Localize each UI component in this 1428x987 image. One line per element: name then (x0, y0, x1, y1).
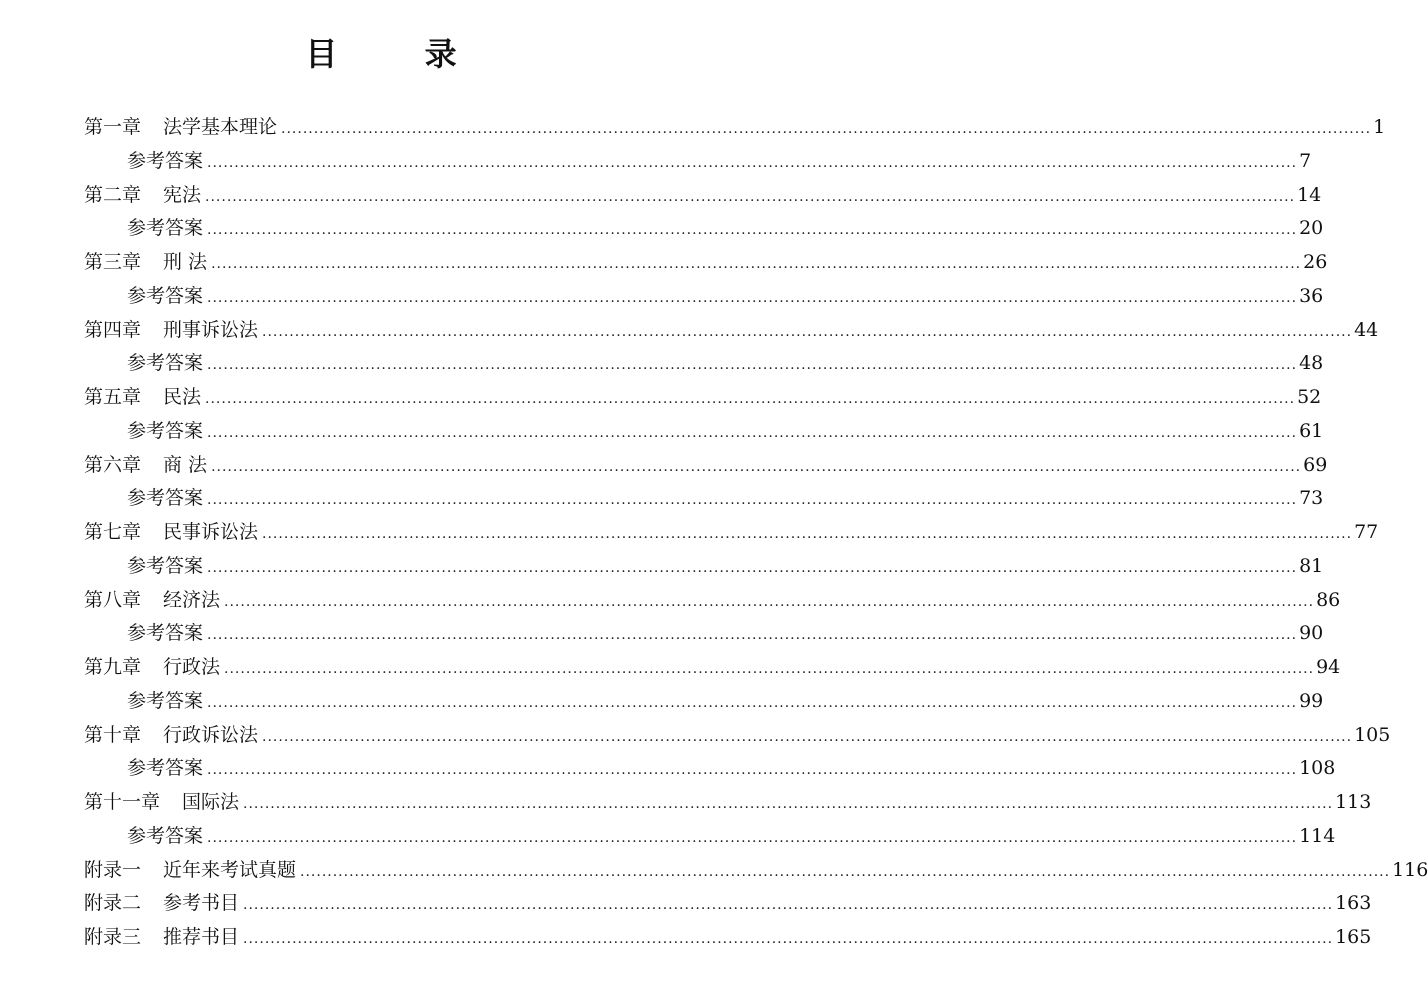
toc-page-number: 20 (1299, 217, 1324, 240)
toc-entry-title: 参考答案 (127, 757, 204, 780)
toc-dot-leader: ........................................................................................................................................................................................................ (243, 931, 1334, 947)
toc-entry-title: 推荐书目 (163, 926, 240, 948)
toc-entry[interactable] (84, 719, 1391, 753)
toc-entry[interactable] (84, 246, 1328, 280)
toc-entry-label (84, 111, 277, 145)
toc-label-gap (141, 887, 163, 921)
toc-entry-label (127, 617, 203, 651)
toc-page-number: 108 (1299, 757, 1336, 780)
toc-page-number: 73 (1299, 487, 1324, 510)
toc-entry-label (127, 280, 203, 314)
toc-dot-leader: ........................................................................................................................................................................................................ (207, 492, 1298, 509)
toc-entry-label (127, 415, 203, 449)
toc-entry-title: 国际法 (182, 791, 240, 813)
toc-entry-label (84, 921, 239, 955)
toc-dot-leader: ........................................................................................................................................................................................................ (243, 796, 1334, 812)
toc-dot-leader: ........................................................................................................................................................................................................ (211, 458, 1302, 475)
toc-entry-label (84, 179, 201, 213)
toc-entry-title: 法学基本理论 (163, 116, 278, 138)
toc-page-number: 86 (1316, 588, 1341, 611)
toc-entry-label (84, 887, 239, 921)
toc-dot-leader: ........................................................................................................................................................................................................ (207, 289, 1298, 306)
toc-page-number: 77 (1354, 521, 1379, 543)
toc-chapter-number: 第三章 (84, 251, 142, 273)
toc-page-number: 99 (1299, 689, 1324, 712)
toc-entry-label (84, 314, 258, 348)
toc-page-number: 7 (1299, 149, 1312, 172)
toc-page-number: 81 (1299, 554, 1324, 577)
toc-entry-title: 参考答案 (127, 487, 204, 510)
toc-entry-label (84, 854, 296, 888)
toc-dot-leader: ........................................................................................................................................................................................................ (262, 728, 1353, 745)
toc-dot-leader: ........................................................................................................................................................................................................ (207, 424, 1298, 441)
toc-dot-leader: ........................................................................................................................................................................................................ (207, 762, 1298, 779)
toc-page-number: 1 (1373, 116, 1386, 138)
toc-entry-title: 参考答案 (127, 622, 204, 645)
toc-dot-leader: ........................................................................................................................................................................................................ (207, 627, 1298, 644)
toc-chapter-number: 第六章 (84, 453, 142, 476)
toc-page-number: 165 (1335, 926, 1372, 948)
toc-chapter-number: 第十一章 (84, 791, 161, 813)
toc-dot-leader: ........................................................................................................................................................................................................ (207, 222, 1298, 239)
toc-dot-leader: ........................................................................................................................................................................................................ (207, 829, 1298, 846)
page-title: 目 录 (305, 35, 495, 73)
toc-entry[interactable] (84, 887, 1372, 921)
toc-entry-title: 参考答案 (127, 824, 204, 847)
toc-entry-label (84, 246, 207, 280)
toc-label-gap (141, 246, 163, 280)
toc-entry-label (127, 550, 203, 584)
toc-dot-leader: ........................................................................................................................................................................................................ (262, 526, 1353, 542)
toc-entry-title: 行政诉讼法 (163, 723, 259, 746)
toc-entry[interactable] (84, 516, 1379, 550)
toc-entry-label (127, 685, 203, 719)
toc-label-gap (141, 651, 163, 685)
toc-entry-title: 参考答案 (127, 352, 204, 375)
toc-page-number: 52 (1297, 386, 1322, 408)
toc-entry-title: 行政法 (163, 656, 221, 678)
toc-dot-leader: ........................................................................................................................................................................................................ (207, 694, 1298, 711)
toc-label-gap (141, 449, 163, 483)
toc-dot-leader: ........................................................................................................................................................................................................ (211, 256, 1302, 272)
toc-label-gap (141, 381, 163, 415)
toc-page-number: 48 (1299, 352, 1324, 375)
toc-page-number: 44 (1354, 318, 1379, 341)
toc-dot-leader: ........................................................................................................................................................................................................ (205, 188, 1296, 205)
toc-label-gap (141, 179, 163, 213)
toc-entry[interactable] (84, 854, 1428, 888)
toc-dot-leader: ........................................................................................................................................................................................................ (262, 323, 1353, 340)
toc-entry-title: 参考书目 (163, 892, 240, 915)
toc-chapter-number: 第四章 (84, 318, 142, 341)
toc-entry-title: 参考答案 (127, 284, 204, 307)
toc-entry-title: 经济法 (163, 588, 221, 611)
toc-subentry[interactable] (84, 347, 1324, 381)
toc-subentry[interactable] (84, 415, 1324, 449)
toc-label-gap (160, 786, 182, 820)
toc-page-number: 94 (1316, 656, 1341, 678)
toc-chapter-number: 附录二 (84, 892, 142, 915)
toc-entry-label (84, 651, 220, 685)
toc-entry-label (84, 449, 207, 483)
toc-subentry[interactable] (84, 685, 1324, 719)
toc-entry-label (127, 145, 203, 179)
toc-entry-label (84, 381, 201, 415)
toc-entry-label (127, 752, 203, 786)
toc-chapter-number: 附录三 (84, 926, 142, 948)
toc-chapter-number: 第七章 (84, 521, 142, 543)
toc-entry-title: 参考答案 (127, 689, 204, 712)
toc-entry[interactable] (84, 111, 1386, 145)
toc-entry-title: 参考答案 (127, 149, 204, 172)
toc-dot-leader: ........................................................................................................................................................................................................ (243, 897, 1334, 914)
toc-entry-label (127, 347, 203, 381)
toc-subentry[interactable] (84, 617, 1324, 651)
toc-dot-leader: ........................................................................................................................................................................................................ (300, 863, 1391, 880)
toc-dot-leader: ........................................................................................................................................................................................................ (207, 357, 1298, 374)
toc-entry-title: 参考答案 (127, 217, 204, 240)
toc-dot-leader: ........................................................................................................................................................................................................ (281, 121, 1372, 137)
toc-entry-label (84, 719, 258, 753)
toc-dot-leader: ........................................................................................................................................................................................................ (207, 559, 1298, 576)
toc-chapter-number: 第一章 (84, 116, 142, 138)
toc-entry[interactable] (84, 314, 1379, 348)
table-of-contents (84, 111, 1428, 955)
toc-subentry[interactable] (84, 212, 1324, 246)
toc-entry-title: 参考答案 (127, 554, 204, 577)
toc-entry[interactable] (84, 921, 1372, 955)
toc-entry[interactable] (84, 381, 1322, 415)
toc-page-number: 105 (1354, 723, 1391, 746)
toc-page-number: 36 (1299, 284, 1324, 307)
toc-page-number: 14 (1297, 183, 1322, 206)
toc-entry-label (127, 212, 203, 246)
toc-chapter-number: 第五章 (84, 386, 142, 408)
toc-subentry[interactable] (84, 482, 1324, 516)
toc-label-gap (141, 921, 163, 955)
toc-label-gap (141, 111, 163, 145)
toc-page-number: 26 (1303, 251, 1328, 273)
toc-dot-leader: ........................................................................................................................................................................................................ (224, 593, 1315, 610)
toc-entry[interactable] (84, 179, 1322, 213)
toc-page-number: 116 (1392, 858, 1428, 881)
toc-label-gap (141, 584, 163, 618)
toc-entry-label (84, 584, 220, 618)
toc-label-gap (141, 516, 163, 550)
toc-chapter-number: 第二章 (84, 183, 142, 206)
toc-entry-title: 参考答案 (127, 419, 204, 442)
toc-page-number: 163 (1335, 892, 1372, 915)
toc-entry[interactable] (84, 786, 1372, 820)
toc-page-number: 114 (1299, 824, 1336, 847)
toc-page-number: 61 (1299, 419, 1324, 442)
toc-entry-label (127, 482, 203, 516)
toc-entry-title: 商 法 (163, 453, 208, 476)
toc-dot-leader: ........................................................................................................................................................................................................ (205, 391, 1296, 407)
toc-chapter-number: 第九章 (84, 656, 142, 678)
toc-page-number: 113 (1335, 791, 1372, 813)
toc-page-number: 90 (1299, 622, 1324, 645)
toc-entry-label (84, 516, 258, 550)
toc-entry-title: 刑 法 (163, 251, 208, 273)
toc-label-gap (141, 314, 163, 348)
toc-subentry[interactable] (84, 550, 1324, 584)
toc-label-gap (141, 854, 163, 888)
toc-entry-title: 近年来考试真题 (163, 858, 297, 881)
toc-entry-title: 宪法 (163, 183, 202, 206)
toc-entry[interactable] (84, 584, 1341, 618)
toc-dot-leader: ........................................................................................................................................................................................................ (207, 154, 1298, 171)
toc-entry-title: 民事诉讼法 (163, 521, 259, 543)
toc-chapter-number: 附录一 (84, 858, 142, 881)
toc-page-number: 69 (1303, 453, 1328, 476)
toc-subentry[interactable] (84, 752, 1336, 786)
toc-chapter-number: 第十章 (84, 723, 142, 746)
toc-entry[interactable] (84, 449, 1328, 483)
toc-chapter-number: 第八章 (84, 588, 142, 611)
toc-entry-label (84, 786, 239, 820)
toc-entry-title: 刑事诉讼法 (163, 318, 259, 341)
toc-subentry[interactable] (84, 280, 1324, 314)
toc-subentry[interactable] (84, 820, 1336, 854)
toc-dot-leader: ........................................................................................................................................................................................................ (224, 661, 1315, 677)
toc-entry-title: 民法 (163, 386, 202, 408)
toc-entry-label (127, 820, 203, 854)
toc-label-gap (141, 719, 163, 753)
toc-entry[interactable] (84, 651, 1341, 685)
toc-subentry[interactable] (84, 145, 1312, 179)
